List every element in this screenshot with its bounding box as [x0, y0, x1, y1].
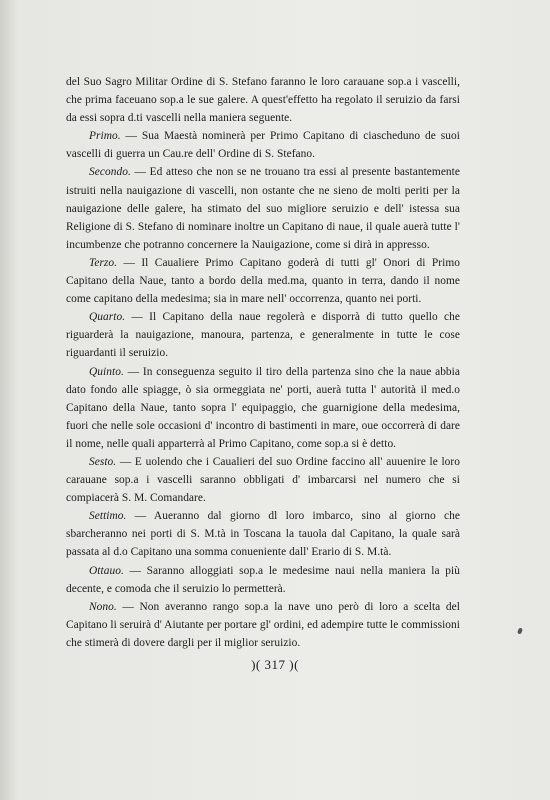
- paragraph-text: — Saranno alloggiati sop.a le medesime naui nella maniera la più decente, e comoda che il seruizio lo permetterà.: [66, 564, 460, 595]
- paragraph-text: — Non averanno rango sop.a la nave uno però di loro a scelta del Capitano li seruirà d' Aiutante per portare gl' ordini, ed adempire tutte le commissioni che stimerà di dovere dargli per il miglior seruizio.: [66, 600, 460, 649]
- paragraph-text: — Ed atteso che non se ne trouano tra essi al presente bastantemente istruiti nella nauigazione di vascelli, non ostante che ne sieno de molti periti per la nauigazione delle galere, ha stimato del suo migliore seruizio e dell' istessa sua Religione di S. Stefano di nominare inoltre un Capitano di naue, il quale auerà tutte l' incumbenze che potranno concernere la Nauigazione, come si dirà in appresso.: [66, 166, 460, 251]
- paragraph-nono: [66, 598, 460, 652]
- paragraph-label: Sesto.: [89, 455, 117, 468]
- page-number: )( 317 )(: [251, 657, 299, 672]
- paragraph-text: del Suo Sagro Militar Ordine di S. Stefano faranno le loro carauane sop.a i vascelli, che prima faceuano sop.a le sue galere. A quest'effetto ha regolato il seruizio da farsi da essi sopra d.ti vascelli nella maniera seguente.: [66, 76, 460, 125]
- paragraph-text: — Sua Maestà nominerà per Primo Capitano di ciascheduno de suoi vascelli di guerra un Cau.re dell' Ordine di S. Stefano.: [66, 130, 460, 161]
- paragraph-label: Settimo.: [89, 510, 127, 523]
- paragraph-text: — Aueranno dal giorno dl loro imbarco, sino al giorno che sbarcheranno nei porti di S. M.tà in Toscana la tauola dal Capitano, la quale sarà passata al d.o Capitano una somma conueniente dall' Erario di S. M.tà.: [66, 510, 460, 559]
- paragraph-sesto: [66, 453, 460, 507]
- paragraph-settimo: [66, 507, 460, 561]
- margin-ink-mark: [517, 627, 523, 634]
- paragraph-ottavo: [66, 562, 460, 598]
- paragraph-primo: [66, 127, 460, 163]
- paragraph-label: Terzo.: [89, 256, 118, 269]
- paragraph-quarto: [66, 308, 460, 362]
- paragraph-label: Ottauo.: [89, 564, 124, 577]
- body-text: [66, 73, 460, 652]
- paragraph-label: Quinto.: [89, 365, 124, 378]
- paragraph-intro: [66, 73, 460, 127]
- paragraph-label: Primo.: [89, 130, 121, 143]
- paragraph-text: — E uolendo che i Caualieri del suo Ordine faccino all' auuenire le loro carauane sop.a i vascelli saranno obbligati d' imbarcarsi nel numero che si compiacerà S. M. Comandare.: [66, 455, 460, 505]
- paragraph-text: — Il Capitano della naue regolerà e disporrà di tutto quello che riguarderà la nauigazione, manoura, partenza, e generalmente in tutte le cose riguardanti il seruizio.: [66, 311, 460, 360]
- paragraph-label: Quarto.: [89, 311, 126, 324]
- paragraph-terzo: [66, 254, 460, 308]
- paragraph-label: Nono.: [89, 600, 117, 613]
- paragraph-text: — Il Caualiere Primo Capitano goderà di tutti gl' Onori di Primo Capitano della Naue, tanto a bordo della med.ma, quanto in terra, dando il nome come capitano della medesima; sia in mare nell' occorrenza, quanto nei porti.: [66, 256, 460, 306]
- paragraph-text: — In conseguenza seguito il tiro della partenza sino che la naue abbia dato fondo alle spiagge, ò sia ormeggiata ne' porti, auerà tutta l' autorità il med.o Capitano della Naue, tanto sopra l' equipaggio, che guarnigione della medesima, fuori che nelle sole occasioni d' incontro di bastimenti in mare, oue occorrerà di dare il nome, nelle quali apparterrà al Primo Capitano, come sop.a si è detto.: [66, 365, 460, 450]
- paragraph-secondo: [66, 163, 460, 253]
- paragraph-quinto: [66, 363, 460, 453]
- paragraph-label: Secondo.: [89, 166, 131, 179]
